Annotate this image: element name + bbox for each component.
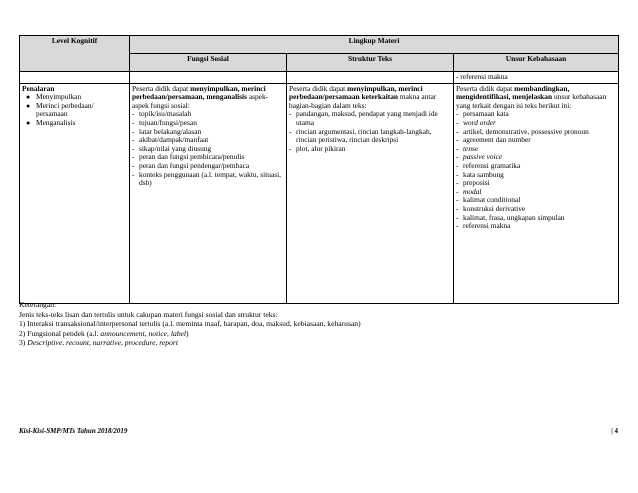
list-item: - passive voice (456, 152, 503, 162)
list-item: - rincian argumentasi, rincian langkah-langkah, rincian peristiwa, rincian deskripsi (289, 126, 432, 145)
unsur-kebahasaan-header: Unsur Kebahasaan (454, 54, 619, 72)
list-item: - referensi gramatika (456, 160, 521, 170)
bullet-icon: ● (26, 118, 31, 127)
struktur-intro: Peserta didik dapat menyimpulkan, merinci perbedaan/persamaan keterkaitan makna antar bagian-bagian dalam teks: (289, 83, 437, 110)
list-item: - plot, alur pikiran (289, 143, 346, 153)
fungsi-intro: Peserta didik dapat menyimpulkan, merinci perbedaan/persamaan, menganalisis aspek-aspek fungsi sosial: (132, 83, 269, 110)
list-item: ● Menganalisis (26, 117, 76, 127)
carry-empty-cell (287, 72, 454, 84)
list-item: - akibat/dampak/manfaat (132, 135, 209, 145)
list-item: - modal (456, 186, 482, 196)
notes-line: 1) Interaksi transaksional/interpersonal tertulis (a.l. meminta maaf, harapan, doa, maksud, kebiasaan, keharusan) (19, 319, 361, 329)
list-item: - konteks penggunaan (a.l. tempat, waktu, situasi, dsb) (132, 169, 282, 188)
notes-line: 2) Fungsional pendek (a.l. announcement, notice, label) (19, 328, 189, 338)
notes-title: Keterangan: (19, 300, 57, 309)
list-item: - kata sambung (456, 169, 504, 179)
unsur-intro: Peserta didik dapat membandingkan, mengidentifikasi, menjelaskan unsur kebahasaan yang terkait dengan isi teks berikut ini: (456, 83, 607, 110)
list-item: - peran dan fungsi pendengar/pembaca (132, 160, 250, 170)
list-item: - referensi makna (456, 221, 511, 231)
list-item: - latar belakang/alasan (132, 126, 202, 136)
fungsi-sosial-cell (130, 83, 287, 303)
keterangan-notes (19, 300, 618, 348)
carry-over-cell: - referensi makna (454, 72, 619, 84)
list-item: ● Merinci perbedaan/ persamaan (26, 100, 94, 119)
lingkup-materi-header: Lingkup Materi (130, 36, 619, 54)
level-title: Penalaran (22, 83, 55, 93)
list-item: - pandangan, maksud, pendapat yang menjadi ide utama (289, 109, 438, 127)
list-item: - sikap/nilai yang diusung (132, 143, 212, 153)
notes-line: Jenis teks-teks lisan dan tertulis untuk cakupan materi fungsi sosial dan struktur teks: (19, 309, 278, 319)
level-list (22, 93, 127, 127)
list-item: - konstruksi derivative (456, 203, 526, 213)
page-footer (19, 427, 618, 435)
list-item: - tense (456, 143, 479, 153)
list-item: - peran dan fungsi pembicara/penulis (132, 152, 245, 162)
list-item: ● Menyimpulkan (26, 92, 82, 102)
list-item: - kalimat conditional (456, 195, 521, 205)
list-item: - persamaan kata (456, 109, 509, 119)
kisi-kisi-table-container (19, 35, 618, 304)
level-cell (20, 83, 130, 303)
struktur-teks-header: Struktur Teks (287, 54, 454, 72)
struktur-list (289, 110, 451, 153)
fungsi-sosial-header: Fungsi Sosial (130, 54, 287, 72)
list-item: - tujuan/fungsi/pesan (132, 117, 197, 127)
footer-title: Kisi-Kisi-SMP/MTs Tahun 2018/2019 (19, 427, 128, 435)
notes-line: 3) Descriptive, recount, narrative, procedure, report (19, 338, 178, 348)
list-item: - preposisi (456, 178, 490, 188)
list-item: - agreement dan number (456, 135, 531, 145)
carry-empty-cell (20, 72, 130, 84)
list-item: - topik/isu/masalah (132, 109, 192, 119)
carry-empty-cell (130, 72, 287, 84)
kisi-kisi-table (19, 35, 619, 304)
bullet-icon: ● (26, 93, 31, 102)
list-item: - artikel, demonstrative, possessive pronoun (456, 126, 589, 136)
list-item: - word order (456, 117, 496, 127)
unsur-kebahasaan-cell (454, 83, 619, 303)
unsur-list (456, 110, 616, 230)
level-kognitif-header: Level Kognitif (20, 36, 130, 72)
list-item: - kalimat, frasa, ungkapan simpulan (456, 212, 565, 222)
bullet-icon: ● (26, 101, 31, 110)
page-number: | 4 (611, 427, 618, 435)
struktur-teks-cell (287, 83, 454, 303)
fungsi-list (132, 110, 284, 187)
